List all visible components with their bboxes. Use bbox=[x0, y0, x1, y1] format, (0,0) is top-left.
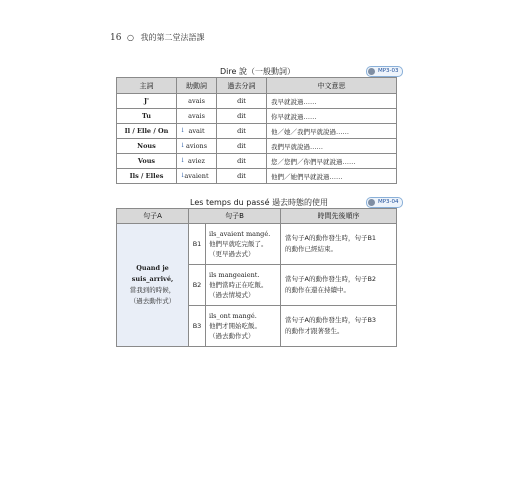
table-header-row bbox=[117, 78, 397, 94]
header-sentence-b: 句子B bbox=[189, 209, 281, 224]
header-aux: 助動詞 bbox=[177, 78, 217, 94]
aux-cell: ↓ avait bbox=[177, 124, 217, 139]
time-order-line: 當句子A的動作發生時，句子B1 bbox=[285, 234, 377, 242]
header-time-order: 時間先後順序 bbox=[281, 209, 397, 224]
subject-cell: Tu bbox=[117, 109, 177, 124]
tense-usage-table bbox=[116, 208, 397, 347]
pp-cell: dit bbox=[217, 109, 267, 124]
sentence-a-note: （過去動作式） bbox=[129, 297, 176, 305]
aux-cell: avais bbox=[177, 94, 217, 109]
table-header-row bbox=[117, 209, 397, 224]
sentence-a-cell bbox=[117, 224, 189, 347]
time-order-line: 當句子A的動作發生時，句子B3 bbox=[285, 316, 377, 324]
liaison-arrow-icon: ↓ bbox=[180, 127, 186, 134]
time-order-line: 的動作已經結束。 bbox=[285, 245, 337, 253]
table2-title: Les temps du passé 過去時態的使用 bbox=[190, 198, 329, 207]
sentence-b-french: ils_ont mangé. bbox=[209, 312, 257, 320]
table-row bbox=[117, 139, 397, 154]
page-header bbox=[110, 32, 205, 43]
sentence-b-french: ils mangeaient. bbox=[209, 271, 260, 279]
aux-cell: avais bbox=[177, 109, 217, 124]
table-row bbox=[117, 224, 397, 265]
pp-cell: dit bbox=[217, 94, 267, 109]
cd-icon bbox=[368, 199, 375, 206]
liaison-arrow-icon: ↓ bbox=[180, 142, 186, 149]
pp-cell: dit bbox=[217, 169, 267, 184]
liaison-arrow-icon: ↓ bbox=[180, 157, 186, 164]
sentence-b-code: B3 bbox=[189, 306, 206, 347]
aux-cell: ↓ avions bbox=[177, 139, 217, 154]
sentence-b-cell bbox=[206, 224, 281, 265]
meaning-cell: 他／她／我們早就說過…… bbox=[267, 124, 397, 139]
time-order-cell bbox=[281, 306, 397, 347]
meaning-cell: 你早就說過…… bbox=[267, 109, 397, 124]
time-order-cell bbox=[281, 224, 397, 265]
subject-cell: Nous bbox=[117, 139, 177, 154]
meaning-cell: 我們早就說過…… bbox=[267, 139, 397, 154]
table-row bbox=[117, 109, 397, 124]
header-meaning: 中文意思 bbox=[267, 78, 397, 94]
conjugation-table bbox=[116, 77, 397, 184]
sentence-b-note: （過去動作式） bbox=[209, 332, 255, 340]
aux-cell: ↓ aviez bbox=[177, 154, 217, 169]
audio-badge-mp3-03[interactable] bbox=[366, 66, 403, 77]
meaning-cell: 您／您們／你們早就說過…… bbox=[267, 154, 397, 169]
sentence-a-chinese: 當我到的時候， bbox=[129, 286, 176, 294]
cd-icon bbox=[368, 68, 375, 75]
sentence-b-chinese: 他們當時正在吃飯。 bbox=[209, 281, 268, 289]
sentence-b-french: ils_avaient mangé. bbox=[209, 230, 271, 238]
page-number: 16 bbox=[110, 33, 122, 43]
subject-cell: J' bbox=[117, 94, 177, 109]
sentence-a-french: Quand je suis_arrivé, bbox=[131, 264, 174, 283]
pp-cell: dit bbox=[217, 154, 267, 169]
sentence-b-chinese: 他們才開始吃飯。 bbox=[209, 322, 261, 330]
header-sentence-a: 句子A bbox=[117, 209, 189, 224]
sentence-b-cell bbox=[206, 265, 281, 306]
table-row bbox=[117, 124, 397, 139]
table-row bbox=[117, 94, 397, 109]
sentence-b-code: B2 bbox=[189, 265, 206, 306]
book-title: 我的第二堂法語課 bbox=[140, 33, 205, 42]
sentence-b-note: （更早過去式） bbox=[209, 250, 255, 258]
meaning-cell: 他們／她們早就說過…… bbox=[267, 169, 397, 184]
subject-cell: Ils / Elles bbox=[117, 169, 177, 184]
pp-cell: dit bbox=[217, 124, 267, 139]
header-subject: 主詞 bbox=[117, 78, 177, 94]
time-order-line: 當句子A的動作發生時，句子B2 bbox=[285, 275, 377, 283]
audio-badge-label: MP3-04 bbox=[378, 199, 399, 205]
time-order-line: 的動作在還在持續中。 bbox=[285, 286, 350, 294]
table1-title: Dire 說（一般動詞） bbox=[220, 67, 295, 76]
time-order-cell bbox=[281, 265, 397, 306]
audio-badge-mp3-04[interactable] bbox=[366, 197, 403, 208]
table-row bbox=[117, 154, 397, 169]
table-row bbox=[117, 169, 397, 184]
sentence-b-cell bbox=[206, 306, 281, 347]
separator-circle: ○ bbox=[127, 33, 134, 42]
header-past-participle: 過去分詞 bbox=[217, 78, 267, 94]
meaning-cell: 我早就說過…… bbox=[267, 94, 397, 109]
time-order-line: 的動作才跟著發生。 bbox=[285, 327, 344, 335]
sentence-b-chinese: 他們早就吃完飯了。 bbox=[209, 240, 268, 248]
sentence-b-code: B1 bbox=[189, 224, 206, 265]
pp-cell: dit bbox=[217, 139, 267, 154]
aux-cell: ↓ avaient bbox=[177, 169, 217, 184]
subject-cell: Il / Elle / On bbox=[117, 124, 177, 139]
liaison-arrow-icon: ↓ bbox=[180, 172, 186, 179]
audio-badge-label: MP3-03 bbox=[378, 68, 399, 74]
subject-cell: Vous bbox=[117, 154, 177, 169]
sentence-b-note: （過去情境式） bbox=[209, 291, 255, 299]
